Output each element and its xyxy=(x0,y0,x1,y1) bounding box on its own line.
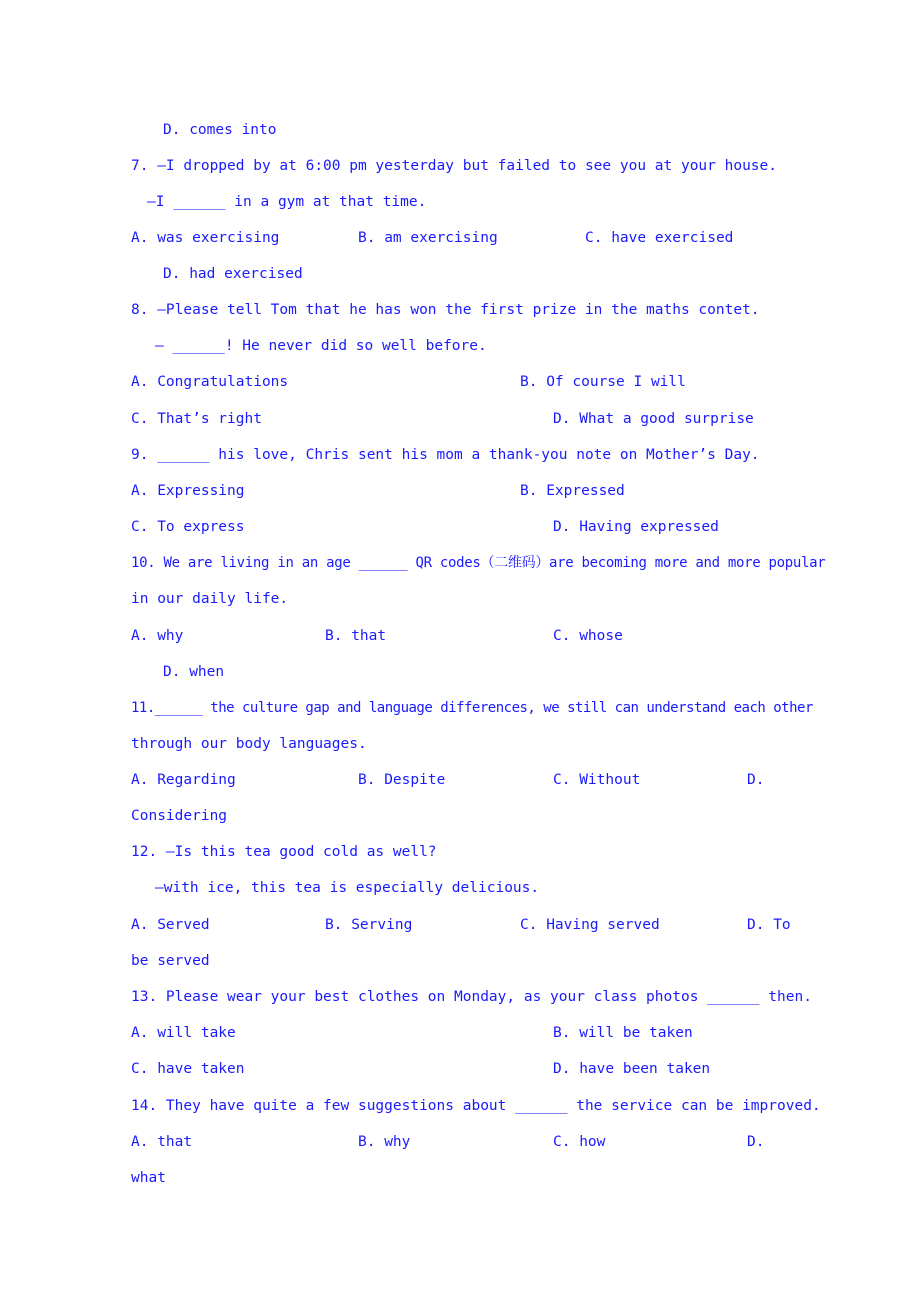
q9-option-c: C. To express xyxy=(131,519,245,535)
q7-option-c: C. have exercised xyxy=(585,230,734,246)
q10-stem: 10. We are living in an age ______ QR codes（二维码）are becoming more and more popular xyxy=(131,555,826,571)
q8-reply: — ______! He never did so well before. xyxy=(155,338,487,354)
q13-option-c: C. have taken xyxy=(131,1061,245,1077)
q7-reply: —I ______ in a gym at that time. xyxy=(147,194,427,210)
q9-option-d: D. Having expressed xyxy=(553,519,719,535)
q10-stem-cont: in our daily life. xyxy=(131,591,289,607)
q7-option-a: A. was exercising xyxy=(131,230,280,246)
q8-option-c: C. That’s right xyxy=(131,411,262,427)
q8-option-d: D. What a good surprise xyxy=(553,411,754,427)
q12-option-d: D. To xyxy=(747,917,791,933)
q6-option-d: D. comes into xyxy=(163,122,277,138)
q13-stem: 13. Please wear your best clothes on Monday, as your class photos ______ then. xyxy=(131,989,812,1005)
q7-option-d: D. had exercised xyxy=(163,266,303,282)
q13-option-d: D. have been taken xyxy=(553,1061,711,1077)
q9-option-b: B. Expressed xyxy=(520,483,625,499)
q12-option-a: A. Served xyxy=(131,917,210,933)
q14-option-d-cont: what xyxy=(131,1170,166,1186)
q8-option-a: A. Congratulations xyxy=(131,374,289,390)
q7-stem: 7. —I dropped by at 6:00 pm yesterday but failed to see you at your house. xyxy=(131,158,778,174)
q12-stem: 12. —Is this tea good cold as well? xyxy=(131,844,437,860)
q12-option-c: C. Having served xyxy=(520,917,660,933)
q10-option-c: C. whose xyxy=(553,628,623,644)
q14-option-b: B. why xyxy=(358,1134,411,1150)
q12-option-d-cont: be served xyxy=(131,953,210,969)
q9-option-a: A. Expressing xyxy=(131,483,245,499)
q11-option-d: D. xyxy=(747,772,765,788)
q11-option-a: A. Regarding xyxy=(131,772,236,788)
q14-option-a: A. that xyxy=(131,1134,193,1150)
q12-reply: —with ice, this tea is especially delicious. xyxy=(155,880,540,896)
q11-option-d-cont: Considering xyxy=(131,808,228,824)
q13-option-b: B. will be taken xyxy=(553,1025,693,1041)
q11-option-b: B. Despite xyxy=(358,772,446,788)
q8-stem: 8. —Please tell Tom that he has won the first prize in the maths contet. xyxy=(131,302,760,318)
q13-option-a: A. will take xyxy=(131,1025,236,1041)
q11-stem-cont: through our body languages. xyxy=(131,736,367,752)
q10-option-a: A. why xyxy=(131,628,184,644)
q10-option-b: B. that xyxy=(325,628,387,644)
q14-option-c: C. how xyxy=(553,1134,606,1150)
q9-stem: 9. ______ his love, Chris sent his mom a thank-you note on Mother’s Day. xyxy=(131,447,760,463)
q14-stem: 14. They have quite a few suggestions about ______ the service can be improved. xyxy=(131,1098,821,1114)
q12-option-b: B. Serving xyxy=(325,917,413,933)
q11-stem: 11.______ the culture gap and language differences, we still can understand each other xyxy=(131,700,813,716)
q10-option-d: D. when xyxy=(163,664,225,680)
q14-option-d: D. xyxy=(747,1134,765,1150)
q11-option-c: C. Without xyxy=(553,772,641,788)
q8-option-b: B. Of course I will xyxy=(520,374,686,390)
q7-option-b: B. am exercising xyxy=(358,230,498,246)
